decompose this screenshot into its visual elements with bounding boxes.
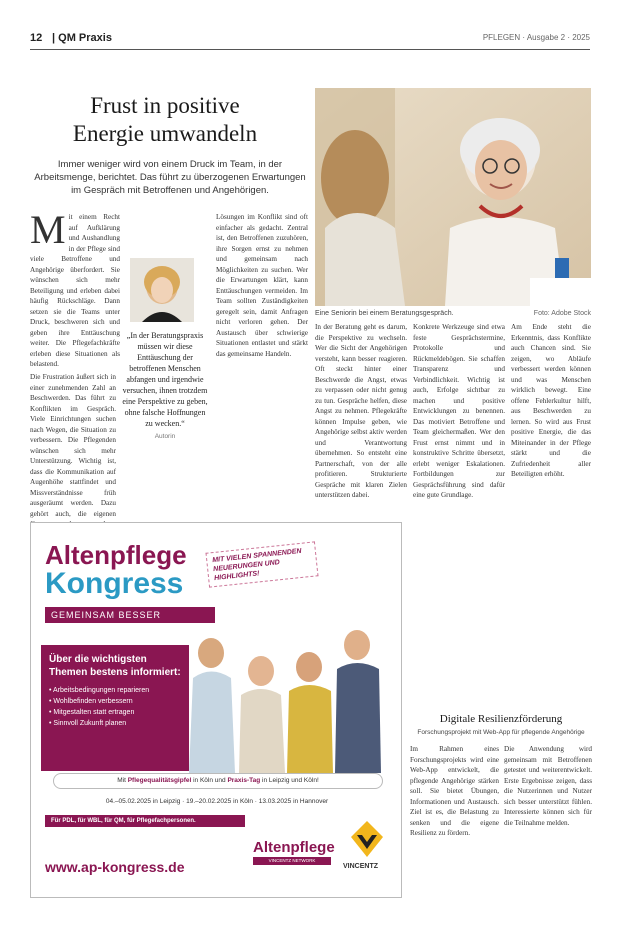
ad-box-title: Über die wichtigsten Themen bestens informiert: [49,654,181,678]
photo-credit: Foto: Adobe Stock [533,310,591,317]
ad-dates: 04.–05.02.2025 in Leipzig · 19.–20.02.2025 in Köln · 13.03.2025 in Hannover [105,798,329,805]
section-label: | QM Praxis [52,32,112,44]
ad-title-1: Altenpflege [45,540,187,570]
vincentz-wordmark: VINCENTZ [343,863,378,870]
article-column-2 [216,212,308,506]
article-photo [315,88,591,306]
sidebar-column-2 [504,744,592,894]
ad-brand-logo: Altenpflege [253,839,335,856]
ad-tag-practice-day: Praxis-Tag [227,777,261,784]
ad-info-box [41,645,189,771]
column-4-text: Konkrete Werkzeuge sind etwa feste Gesprächstermine, Protokolle und Rückmeldebögen. Sie schaffen Transparenz und Verbindlichkeit. Wichtig ist auch, Erfolge sichtbar zu machen und positive Entwicklungen zu benennen. Das motiviert Betroffene und Team gleichermaßen. Wer den Frust ernst nimmt und in konstruktive Schritte übersetzt, erlebt weniger Eskalationen. Fortbildungen zur Gesprächsführung sind dafür eine gute Grundlage. [413,323,505,499]
page-header [30,28,590,50]
photo-caption [315,310,591,317]
ad-tags-prefix: Mit [117,777,128,784]
ad-bullet: • Mitgestalten statt ertragen [49,707,181,718]
article-column-4 [413,322,505,702]
ad-title-2: Kongress [45,567,184,600]
column-3-text: In der Beratung geht es darum, die Perspektive zu wechseln. Wer die Sicht der Angehörigen versteht, kann besser reagieren. Oft steckt hinter einer Beschwerde die Angst, etwas zu verpassen oder nicht genug zu tun. Gespräche helfen, diese Angst zu nehmen. Pflegekräfte können Impulse geben, wie Angehörige selbst aktiv werden und Verantwortung übernehmen. So entsteht eine Partnerschaft, von der alle profitieren. Strukturierte Gespräche mit klaren Zielen unterstützen dabei. [315,323,407,499]
headline [30,92,300,148]
issue-info: PFLEGEN · Ausgabe 2 · 2025 [482,33,590,42]
ad-audience-pill: Für PDL, für WBL, für QM, für Pflegefachpersonen. [45,815,245,827]
headline-line-2: Energie umwandeln [72,121,258,146]
article-column-5 [511,322,591,702]
pull-quote-text: „In der Beratungspraxis müssen wir diese Enttäuschung der betroffenen Menschen abfangen und irgendwie versuchen, ihnen trotzdem eine Perspektive zu geben, ohne falsche Hoffnungen zu wecken.“ [122,331,208,428]
subhead: Immer weniger wird von einem Druck im Team, in der Arbeitsmenge, berichtet. Das führt zu überzogenen Erwartungen im Gespräch mit Betroffenen und Angehörigen. [34,159,306,196]
caption-text: Eine Seniorin bei einem Beratungsgespräch. [315,310,454,317]
ad-brand-sub: VINCENTZ NETWORK [253,857,331,865]
ad-tag-quality-summit: Pflegequalitätsgipfel [127,777,192,784]
ad-tags-suffix: in Leipzig und Köln! [260,777,319,784]
sidebar-column-1 [410,744,499,894]
author-portrait [130,258,194,322]
pull-quote-author: Autorin [154,433,176,440]
drop-cap: M [30,207,66,252]
vincentz-logo-icon [349,819,385,859]
column-1b-text: Die Frustration äußert sich in einer zunehmenden Zahl an Beschwerden. Das führt zu Konflikten im Gespräch. Viele Einrichtungen suchen nach Wegen, die Situation zu verbessern. Die Pflegenden wünschen sich mehr Unterstützung. Wichtig ist, dass die Kommunikation auf Augenhöhe stattfindet und Missverständnisse früh ausgeräumt werden. Dazu gehört auch, die eigenen [30,373,116,518]
sidebar-box [410,712,592,738]
ad-tags-mid: in Köln und [191,777,228,784]
column-1-text: it einem Recht auf Aufklärung und Aushandlung in der Pflege sind viele Betroffene und Angehörige überfordert. Sie wünschen sich mehr Beteiligung und erleben dabei häufig Rückschläge. Dann setzen sie die Teams unter Druck, beschweren sich und geben ihre Enttäuschung weiter. Die Pflegefachkräfte erleben diese Situationen als belastend. [30,213,120,368]
pull-quote [120,330,210,440]
ad-url-link[interactable]: www.ap-kongress.de [45,859,185,875]
sidebar-column-2-text: Die Anwendung wird gemeinsam mit Betroffenen getestet und weiterentwickelt. Erste Ergebnisse zeigen, dass die Nutzerinnen und Nutzer sich besser unterstützt fühlen. Interessierte können sich für die Teilnahme melden. [504,745,592,827]
ad-banner: MIT VIELEN SPANNENDEN NEUERUNGEN UND HIGHLIGHTS! [205,541,318,587]
ad-bullet-list [49,685,181,729]
ad-bullet: • Wohlbefinden verbessern [49,696,181,707]
header-rule [30,49,590,50]
ad-bullet: • Arbeitsbedingungen reparieren [49,685,181,696]
page-number: 12 [30,32,43,44]
sidebar-subline: Forschungsprojekt mit Web-App für pflegende Angehörige [417,729,585,736]
ad-events-strip [53,773,383,789]
sidebar-column-1-text: Im Rahmen eines Forschungsprojekts wird eine Web-App entwickelt, die pflegende Angehörige stärken soll. Sie bietet Übungen, Informationen und Austausch. Ziel ist es, die Belastung zu senken und die eigene Resilienz zu fördern. [410,745,499,837]
congress-ad[interactable] [30,522,402,898]
article-column-1b [30,372,116,518]
ad-people-photo [181,623,391,773]
column-2-text: Lösungen im Konflikt sind oft einfacher als gedacht. Zentral ist, den Betroffenen zuzuhören, ihre Sorgen ernst zu nehmen und gemeinsam nach Möglichkeiten zu suchen. Wer die Erwartungen klärt, kann Enttäuschungen vermeiden. Im Team sollten Zuständigkeiten geregelt sein, damit Anfragen nicht verloren gehen. Der Austausch über schwierige Situationen entlastet und stärkt das gemeinsame Handeln. [216,213,308,358]
column-5-text: Am Ende steht die Erkenntnis, dass Konflikte auch Chancen sind. Sie zeigen, wo Abläufe verbessert werden können und was Menschen wirklich bewegt. Eine offene Fehlerkultur hilft, aus Beschwerden zu lernen. So wird aus Frust positive Energie, die das Miteinander in der Pflege stärkt und die Zufriedenheit aller Beteiligten erhöht. [511,323,591,478]
sidebar-headline: Digitale Resilienzförderung [439,713,563,725]
ad-slogan: GEMEINSAM BESSER [45,607,215,623]
ad-bullet: • Sinnvoll Zukunft planen [49,718,181,729]
headline-line-1: Frust in positive [90,93,240,118]
